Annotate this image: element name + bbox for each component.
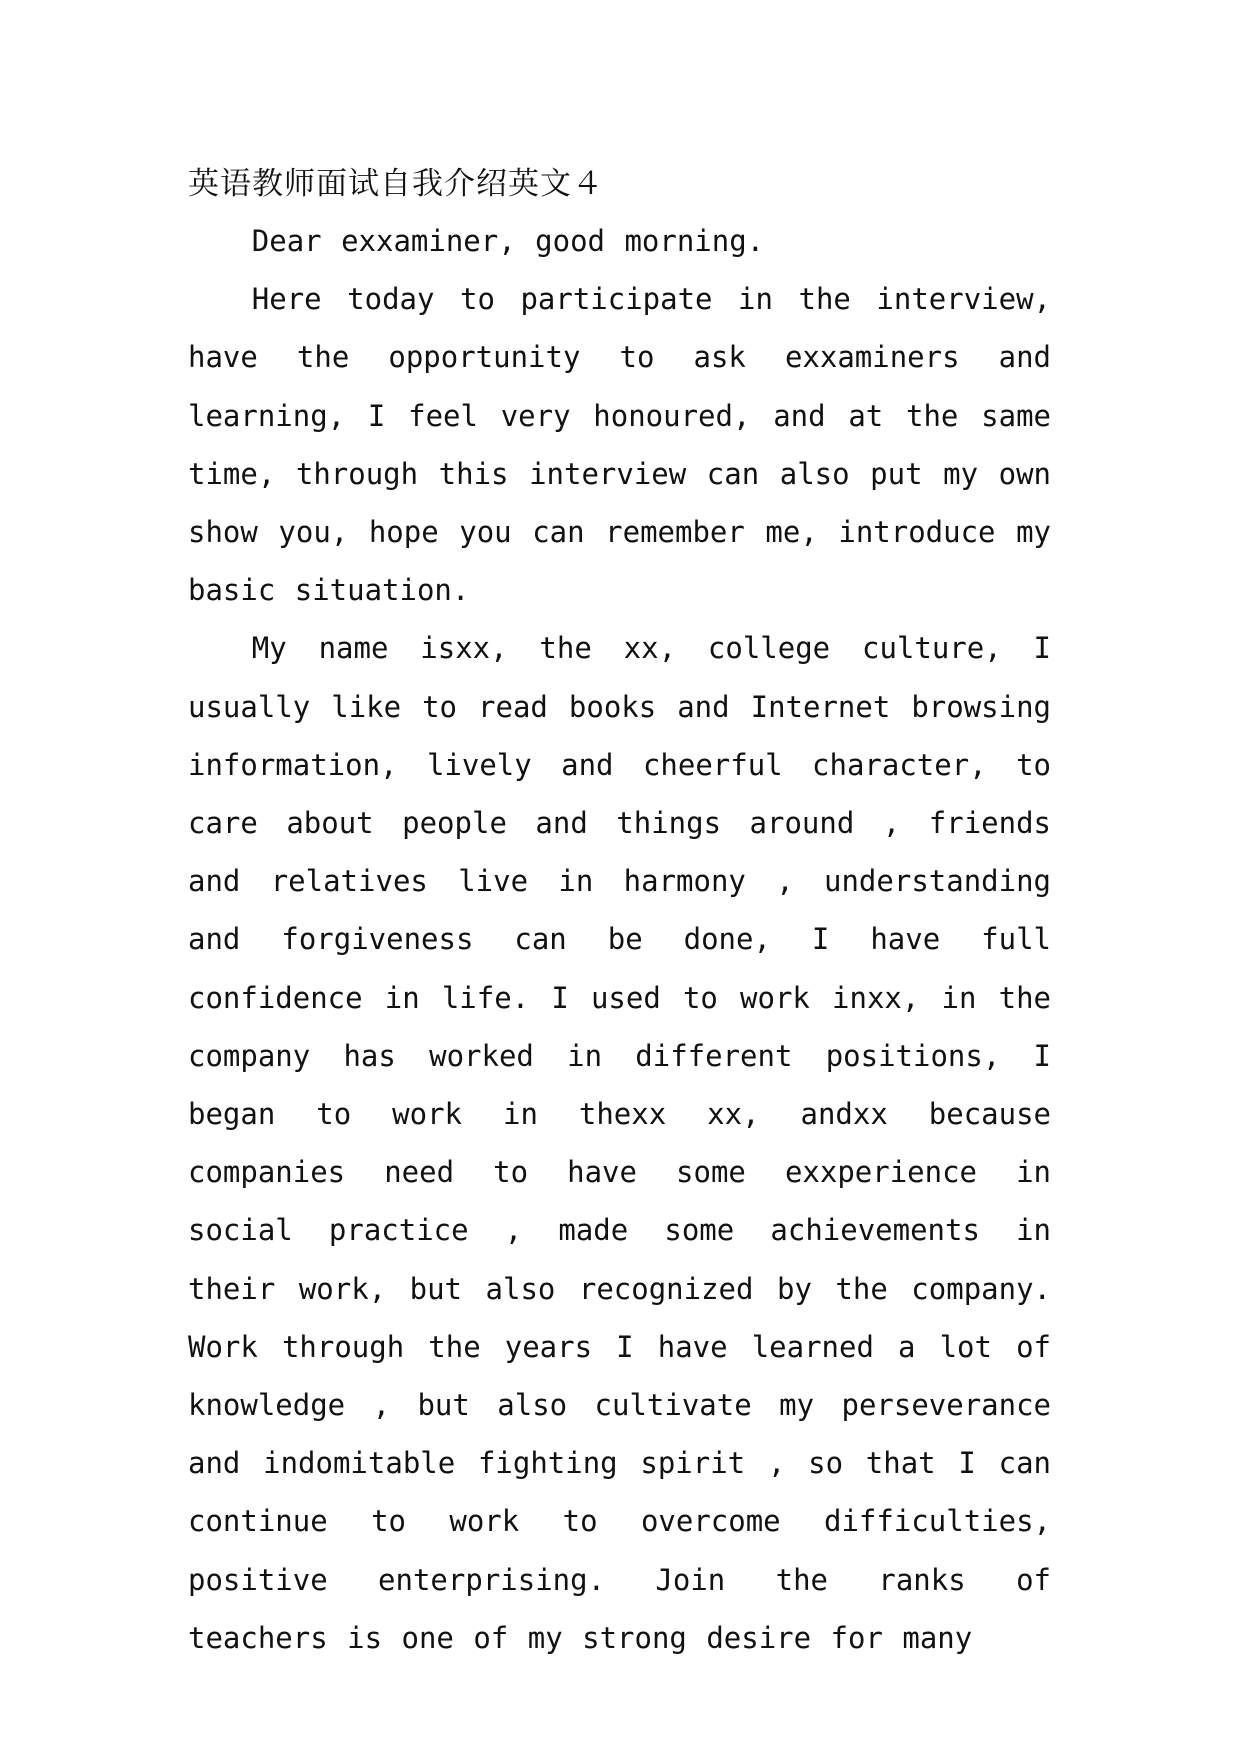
document-body — [188, 160, 1051, 1667]
paragraph-introduction: Here today to participate in the interview, have the opportunity to ask exxaminers and learning, I feel very honoured, and at the same time, through this interview can also put my own show you, hope you can remember me, introduce my basic situation. — [188, 282, 1051, 608]
document-title: 英语教师面试自我介绍英文４ — [188, 166, 604, 202]
paragraph-greeting: Dear exxaminer, good morning. — [251, 224, 765, 258]
paragraph-background: My name isxx, the xx, college culture, I usually like to read books and Internet browsing information, lively and cheerful character, to care about people and things around , friends and relatives live in harmony , understanding and forgiveness can be done, I have full confidence in life. I used to work inxx, in the company has worked in different positions, I began to work in thexx xx, andxx because companies need to have some exxperience in social practice , made some achievements in their work, but also recognized by the company. Work through the years I have learned a lot of knowledge , but also cultivate my perseverance and indomitable fighting spirit , so that I can continue to work to overcome difficulties, positive enterprising. Join the ranks of teachers is one of my strong desire for many — [188, 631, 1051, 1655]
